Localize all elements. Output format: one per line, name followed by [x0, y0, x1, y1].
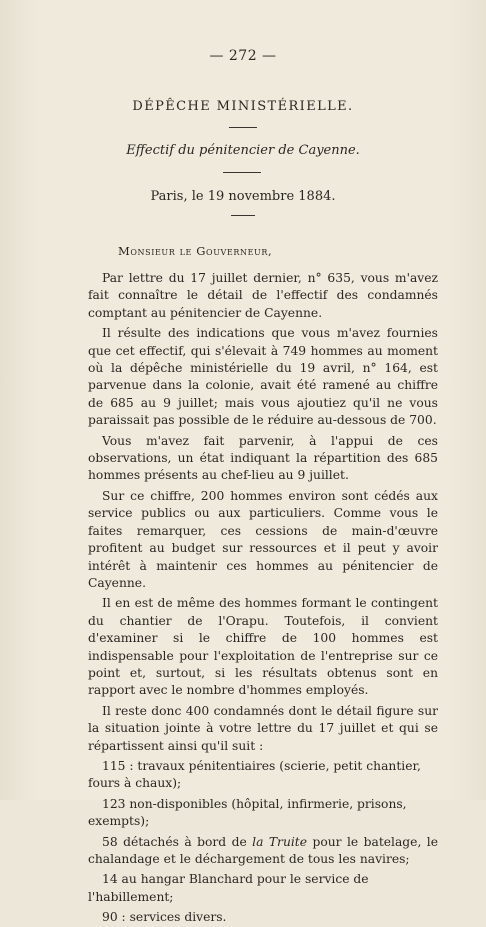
page-number: — 272 — [209, 48, 277, 64]
paragraph: Il résulte des indications que vous m'avez fournies que cet effectif, qui s'élevait à 749 hommes au moment où la dépêche ministérielle du 19 avril, n° 164, est parvenue dans la colonie, avait été ramené au chiffre de 685 au 9 juillet; mais vous ajoutiez qu'il ne vous paraissait pas possible de le réduire au-dessous de 700. [88, 326, 438, 428]
title-divider [229, 127, 257, 128]
list-item: 90 : services divers. [102, 910, 227, 925]
letter-body [88, 270, 438, 927]
list-item-text: pour le batelage, le chalandage et le déchargement de tous les navires; [88, 834, 439, 866]
list-item-text: 58 détachés à bord de [102, 834, 253, 849]
paragraph: Sur ce chiffre, 200 hommes environ sont cédés aux service publics ou aux particuliers. Comme vous le faites remarquer, ces cessions de main-d'œuvre profitent au budget sur ressources et il peut y avoir intérêt à maintenir ces hommes au pénitencier de Cayenne. [88, 488, 438, 590]
paragraph: Vous m'avez fait parvenir, à l'appui de ces observations, un état indiquant la répartition des 685 hommes présents au chef-lieu au 9 juillet. [88, 433, 438, 483]
dateline-divider [231, 215, 255, 216]
list-item: 115 : travaux pénitentiaires (scierie, petit chantier, fours à chaux); [88, 758, 421, 791]
list-item: 14 au hangar Blanchard pour le service de l'habillement; [88, 872, 369, 904]
ship-name: la Truite [252, 834, 308, 849]
paragraph: Par lettre du 17 juillet dernier, n° 635, vous m'avez fait connaître le détail de l'effectif des condamnés comptant au pénitencier de Cayenne. [88, 271, 438, 320]
document-title: DÉPÊCHE MINISTÉRIELLE. [132, 99, 354, 114]
paragraph: Il reste donc 400 condamnés dont le détail figure sur la situation jointe à votre lettre du 17 juillet et qui se répartissent ainsi qu'il suit : [88, 703, 438, 753]
dateline: Paris, le 19 novembre 1884. [150, 189, 336, 204]
list-item: 123 non-disponibles (hôpital, infirmerie, prisons, exempts); [88, 796, 407, 829]
subtitle-divider [223, 172, 261, 173]
document-subtitle: Effectif du pénitencier de Cayenne. [126, 143, 360, 158]
paragraph: Il en est de même des hommes formant le contingent du chantier de l'Orapu. Toutefois, il convient d'examiner si le chiffre de 100 hommes est indispensable pour l'exploitation de l'entreprise sur ce point et, surtout, si les résultats obtenus sont en rapport avec le nombre d'hommes employés. [88, 596, 438, 698]
salutation: Monsieur le Gouverneur, [118, 244, 273, 258]
list-item [88, 834, 438, 869]
